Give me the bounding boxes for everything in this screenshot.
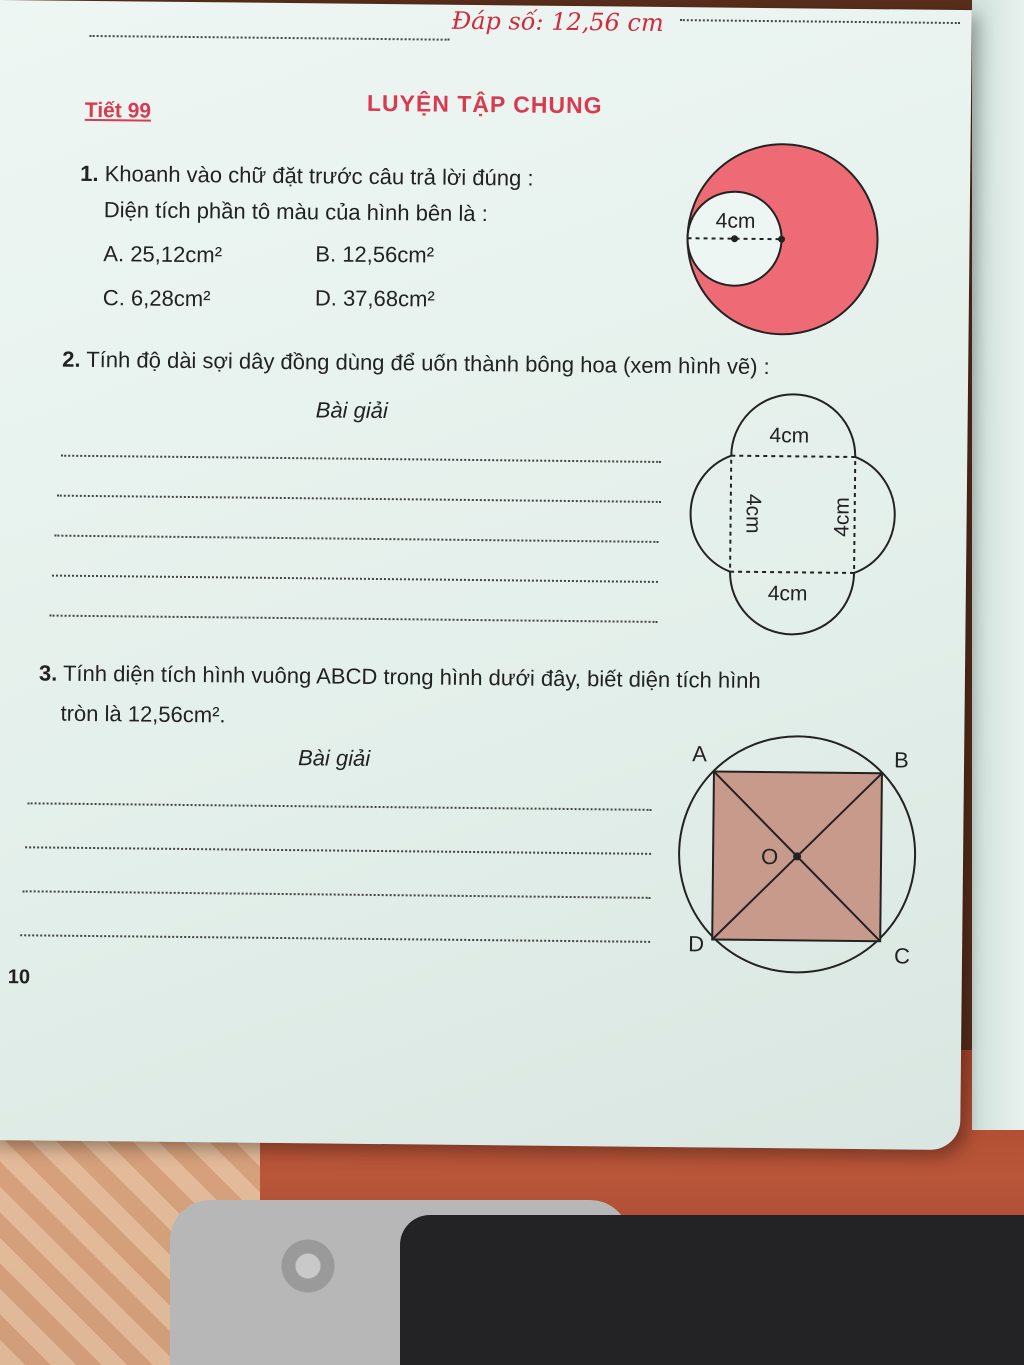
q1-option-d[interactable] [315, 285, 435, 312]
q3-solution-label: Bài giải [297, 745, 371, 771]
q3-number: 3. [38, 660, 58, 686]
q1-number: 1. [80, 160, 99, 187]
vertex-label-a: A [692, 741, 707, 767]
q3-prompt-line1 [39, 660, 761, 694]
q2-prompt [62, 347, 770, 380]
answer-line[interactable] [57, 495, 661, 503]
option-value: 6,28cm² [130, 285, 211, 312]
answer-line-right [680, 19, 960, 24]
answer-line[interactable] [23, 890, 651, 899]
q2-solution-label: Bài giải [315, 397, 389, 424]
q1-option-a[interactable] [103, 241, 222, 268]
center-label-o: O [760, 844, 779, 870]
answer-line[interactable] [54, 535, 658, 543]
vertex-label-d: D [688, 931, 705, 957]
option-letter: D. [314, 285, 338, 311]
q3-prompt-line2: tròn là 12,56cm². [60, 700, 226, 728]
answer-line[interactable] [50, 615, 658, 623]
flower-label-top: 4cm [769, 424, 810, 448]
option-letter: A. [103, 241, 125, 267]
answer-line[interactable] [20, 934, 650, 943]
lesson-number: Tiết 99 [84, 98, 152, 123]
answer-line[interactable] [61, 455, 661, 463]
q1-subprompt: Diện tích phần tô màu của hình bên là : [103, 197, 488, 227]
q3-prompt-text: Tính diện tích hình vuông ABCD trong hình dưới đây, biết diện tích hình [62, 660, 761, 694]
option-value: 37,68cm² [342, 285, 435, 312]
q2-number: 2. [62, 346, 81, 372]
flower-label-left: 4cm [741, 493, 765, 534]
option-value: 12,56cm² [342, 241, 435, 268]
answer-line[interactable] [52, 575, 658, 583]
q1-option-b[interactable] [315, 241, 434, 268]
option-letter: B. [315, 241, 337, 267]
answer-line [90, 35, 450, 41]
q1-figure [677, 143, 889, 335]
flower-label-right: 4cm [830, 497, 854, 537]
answer-line[interactable] [25, 846, 651, 855]
q3-figure [680, 735, 923, 978]
option-value: 25,12cm² [130, 241, 223, 268]
option-letter: C. [102, 285, 126, 311]
handwritten-answer: Đáp số: 12,56 cm [451, 6, 664, 37]
answer-line[interactable] [28, 802, 652, 811]
vertex-label-c: C [893, 943, 911, 969]
dark-fabric [400, 1215, 1024, 1365]
q1-prompt [80, 161, 534, 192]
page-edge [972, 0, 1024, 1130]
q2-flower-figure [663, 385, 926, 638]
page-number: 10 [7, 966, 31, 989]
q1-prompt-text: Khoanh vào chữ đặt trước câu trả lời đúng : [104, 161, 534, 191]
vertex-label-b: B [893, 747, 909, 773]
flower-label-bottom: 4cm [767, 582, 808, 606]
q1-option-c[interactable] [103, 285, 211, 312]
page-title: LUYỆN TẬP CHUNG [366, 89, 603, 119]
q1-figure-label: 4cm [715, 209, 756, 233]
q2-prompt-text: Tính độ dài sợi dây đồng dùng để uốn thành bông hoa (xem hình vẽ) : [86, 346, 770, 380]
